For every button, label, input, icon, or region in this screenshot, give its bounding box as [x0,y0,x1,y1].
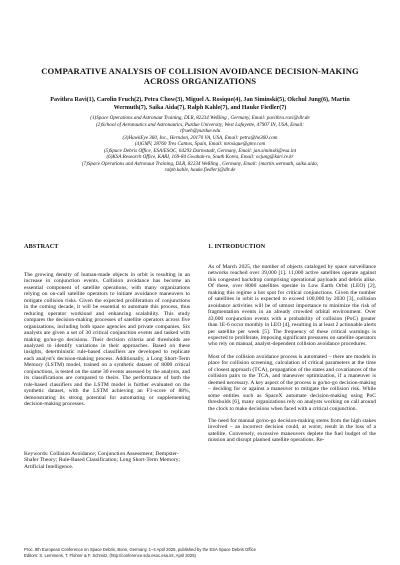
paper-title [40,66,360,86]
abstract-heading: ABSTRACT [24,243,59,250]
authors-line-2: Wermuth(7), Saika Aida(7), Ralph Kahle(7), and Hauke Fiedler(7) [113,105,287,111]
intro-paragraph-2: Most of the collision avoidance process is automated – there are models in place for collision screening, calculation of critical parameters at the time of closest approach (TCA), propagation of the states and covariances of the collision pairs to the TCA, and maneuver optimization, if a maneuver is deemed necessary. A key aspect of the process is go/no-go decision-making – deciding for or against a maneuver to mitigate the collision risk. While some entities such as SpaceX automate decision-making using PoC thresholds [6], many organizations rely on analysts working on call around the clock to make decisions when faced with a critical conjunction. [208,353,376,412]
affiliation-line: (5)Space Debris Office, ESA/ESOC, 64293 Darmstadt, Germany, Email: jan.siminski@esa.int [103,147,297,154]
proceedings-footer [24,547,376,558]
author-list [24,96,376,112]
footer-line-1: Proc. 9th European Conference on Space Debris, Bonn, Germany, 1–4 April 2025, published by the ESA Space Debris Office [24,547,256,552]
intro-paragraph-1: As of March 2025, the number of objects cataloged by space surveillance networks reached over 39,000 [1]. 11,000 active satellites operate against this congested backdrop comprising operational payloads and debris alike. Of these, over 8000 satellites operate in Low Earth Orbit (LEO) [2], making this regime a hot spot for critical conjunctions. Given the number of satellites in orbit is expected to exceed 100,000 by 2030 [3], collision avoidance activities will be of utmost importance to minimize the risk of fragmentation events in an already crowded orbital environment. Over 43,000 conjunction events with a probability of collision (PoC) greater than 1E-6 occur monthly in LEO [4], resulting in at least 2 actionable alerts per satellite per week [5]. The frequency of these critical warnings is expected to proliferate, imposing significant pressures on satellite operators who rely on manual, analyst-dependent collision avoidance procedures. [208,264,376,348]
keywords: Keywords: Collision Avoidance; Conjunction Assessment; Dempster-Shafer Theory; Rule-Based Classification; Long Short-Term Memory; Artificial Intelligence. [24,451,181,470]
title-line-2: ACROSS ORGANIZATIONS [143,76,257,86]
affiliation-line: (3)HawkEye 360, Inc., Herndon, 20170 VA, USA, Email: petra@he360.com [122,134,278,141]
affiliation-line: ralph.kahle, hauke.fiedler}@dlr.de [164,167,236,174]
affiliation-line: (4)GMV, 28760 Tres Cantos, Spain, Email: mrosique@gmv.com [134,141,266,148]
affiliation-line: cfrueh@purdue.edu [179,128,221,135]
intro-paragraph-3: The need for manual go/no-go decision-making stems from the high stakes involved – an incorrect decision could, at worst, result in the loss of a satellite. Conversely, excessive maneuvers deplete the fuel budget of the mission and disrupt planned satellite operations. Re- [208,417,376,444]
introduction-heading: 1. INTRODUCTION [208,243,266,250]
abstract-column [24,272,190,414]
affiliation-line: (7)Space Operations and Astronaut Training, DLR, 82234 Weßling , Germany, Email: {martin.wermuth, saika.aida, [81,160,319,167]
authors-line-1: Pavithra Ravi(1), Carolin Fruch(2), Petra Chow(3), Miguel A. Rosique(4), Jan Siminski(5), Okchul Jung(6), Martin [50,97,350,103]
footer-line-2: Editors: S. Lemmens, T. Flohrer & F. Schmitz, (http://conference.sdo.esoc.esa.int, April 2025) [24,552,196,558]
affiliation-line: (1)Space Operations and Astronaut Training, DLR, 82234 Weßling , Germany, Email: pavithra.ravi@dlr.de [90,115,310,121]
affiliation-list [24,115,376,174]
affiliation-line: (6)KSA Research Office, KARI, 169-84 Gwahak-ro, South Korea, Email: ocjung@kari.re.kr [106,154,294,161]
affiliation-line: (2)School of Aeronautics and Astronautics, Purdue University, West Lafayette, 47907 IN, USA, Email: [95,121,305,128]
introduction-column [208,264,376,450]
abstract-text: The growing density of human-made objects in orbit is resulting in an increase in conjunction events. Collision avoidance has become an essential component of satellite operations, with many organizations relying on on-call satellite operators to initiate avoidance maneuvers to mitigate collision risks. Given the expected proliferation of conjunctions in the coming decade, it will be essential to automate this process, thus reducing operator workload and enhancing scalability. This study compares the decision-making processes of satellite operators across five organizations, including both space agencies and private companies. Six analysts are given a set of 30 critical conjunction events and tasked with making go/no-go decisions. Their decision criteria and thresholds are analyzed to identify variations in their approaches. Based on these insights, deterministic rule-based classifiers are developed to replicate each analyst's decision-making process. Additionally, a Long Short-Term Memory (LSTM) model, trained on a synthetic dataset of 8000 critical conjunctions, is tested on the same 30 events assessed by the analysts, and its classifications are compared to theirs. The performance of both the rule-based classifiers and the LSTM model is further evaluated on the synthetic dataset, with the LSTM achieving an F1-score of 88%, demonstrating its strong potential for automating or supplementing decision-making processes. [24,272,190,408]
title-line-1: COMPARATIVE ANALYSIS OF COLLISION AVOIDANCE DECISION-MAKING [41,66,359,76]
